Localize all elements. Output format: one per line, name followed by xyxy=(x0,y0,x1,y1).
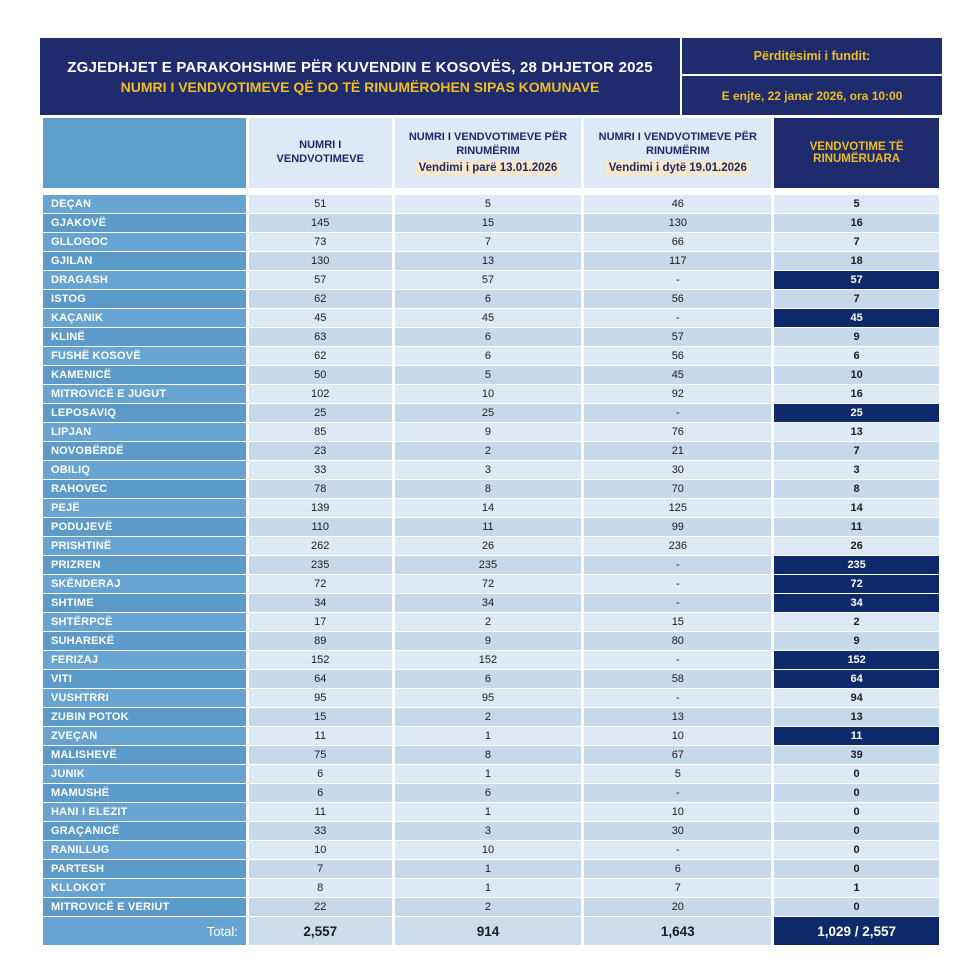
first-decision-cell: 1 xyxy=(395,727,582,745)
total-stations-cell: 50 xyxy=(249,366,392,384)
recounted-cell: 13 xyxy=(774,423,939,441)
first-decision-cell: 7 xyxy=(395,233,582,251)
total-stations-cell: 45 xyxy=(249,309,392,327)
recounted-cell: 25 xyxy=(774,404,939,422)
municipality-label: GJILAN xyxy=(43,252,246,270)
municipality-label: FUSHË KOSOVË xyxy=(43,347,246,365)
total-stations-cell: 145 xyxy=(249,214,392,232)
table-row xyxy=(43,290,939,308)
municipality-label: DRAGASH xyxy=(43,271,246,289)
first-decision-column-header xyxy=(395,118,582,188)
first-decision-cell: 5 xyxy=(395,366,582,384)
first-decision-cell: 6 xyxy=(395,670,582,688)
first-decision-cell: 6 xyxy=(395,328,582,346)
municipality-label: MITROVICË E JUGUT xyxy=(43,385,246,403)
second-decision-column-header xyxy=(584,118,771,188)
municipality-label: SUHAREKË xyxy=(43,632,246,650)
recounted-cell: 1 xyxy=(774,879,939,897)
page-subtitle: NUMRI I VENDVOTIMEVE QË DO TË RINUMËROHEN SIPAS KOMUNAVE xyxy=(120,78,600,95)
municipality-label: LEPOSAVIQ xyxy=(43,404,246,422)
municipality-label: LIPJAN xyxy=(43,423,246,441)
total-stations-header-label: NUMRI I VENDVOTIMEVE xyxy=(276,139,364,165)
table-row xyxy=(43,328,939,346)
first-decision-cell: 6 xyxy=(395,347,582,365)
title-block xyxy=(40,38,680,115)
municipality-column-header xyxy=(43,118,246,188)
second-decision-cell: 30 xyxy=(584,822,771,840)
recounted-cell: 7 xyxy=(774,442,939,460)
second-decision-header-label: NUMRI I VENDVOTIMEVE PËR RINUMËRIM xyxy=(598,131,757,157)
second-decision-cell: 67 xyxy=(584,746,771,764)
second-decision-cell: - xyxy=(584,309,771,327)
first-decision-cell: 152 xyxy=(395,651,582,669)
second-decision-cell: 58 xyxy=(584,670,771,688)
second-decision-cell: 70 xyxy=(584,480,771,498)
recounted-cell: 11 xyxy=(774,518,939,536)
municipality-label: MALISHEVË xyxy=(43,746,246,764)
second-decision-cell: - xyxy=(584,689,771,707)
table-row xyxy=(43,537,939,555)
first-decision-cell: 26 xyxy=(395,537,582,555)
second-decision-cell: - xyxy=(584,575,771,593)
first-decision-cell: 3 xyxy=(395,461,582,479)
second-decision-cell: 236 xyxy=(584,537,771,555)
table-row xyxy=(43,784,939,802)
second-decision-cell: - xyxy=(584,404,771,422)
total-stations-cell: 235 xyxy=(249,556,392,574)
first-decision-cell: 1 xyxy=(395,803,582,821)
total-stations-cell: 22 xyxy=(249,898,392,916)
total-stations-cell: 8 xyxy=(249,879,392,897)
first-decision-cell: 10 xyxy=(395,841,582,859)
first-decision-cell: 1 xyxy=(395,765,582,783)
total-stations-cell: 85 xyxy=(249,423,392,441)
municipality-label: ZUBIN POTOK xyxy=(43,708,246,726)
total-stations-cell: 78 xyxy=(249,480,392,498)
recounted-cell: 45 xyxy=(774,309,939,327)
table-row xyxy=(43,233,939,251)
municipality-label: MITROVICË E VERIUT xyxy=(43,898,246,916)
total-stations-cell: 23 xyxy=(249,442,392,460)
second-decision-cell: 20 xyxy=(584,898,771,916)
recounted-cell: 94 xyxy=(774,689,939,707)
recounted-cell: 8 xyxy=(774,480,939,498)
municipality-label: KAÇANIK xyxy=(43,309,246,327)
municipality-label: DEÇAN xyxy=(43,195,246,213)
total-stations-cell: 33 xyxy=(249,822,392,840)
total-stations-cell: 262 xyxy=(249,537,392,555)
first-decision-cell: 11 xyxy=(395,518,582,536)
table-row xyxy=(43,651,939,669)
second-decision-cell: 92 xyxy=(584,385,771,403)
total-stations-cell: 102 xyxy=(249,385,392,403)
table-header xyxy=(43,118,939,194)
second-decision-cell: 5 xyxy=(584,765,771,783)
recount-table xyxy=(40,117,942,946)
first-decision-cell: 95 xyxy=(395,689,582,707)
first-decision-cell: 34 xyxy=(395,594,582,612)
second-decision-cell: 56 xyxy=(584,347,771,365)
municipality-rows xyxy=(43,195,939,916)
second-decision-cell: 13 xyxy=(584,708,771,726)
municipality-label: FERIZAJ xyxy=(43,651,246,669)
recounted-cell: 13 xyxy=(774,708,939,726)
table-row xyxy=(43,860,939,878)
municipality-label: VUSHTRRI xyxy=(43,689,246,707)
total-stations-cell: 15 xyxy=(249,708,392,726)
first-decision-cell: 8 xyxy=(395,480,582,498)
recounted-cell: 0 xyxy=(774,841,939,859)
total-stations-cell: 11 xyxy=(249,803,392,821)
total-stations-cell: 95 xyxy=(249,689,392,707)
second-decision-cell: 117 xyxy=(584,252,771,270)
first-decision-cell: 45 xyxy=(395,309,582,327)
recounted-cell: 7 xyxy=(774,233,939,251)
first-decision-cell: 3 xyxy=(395,822,582,840)
municipality-label: HANI I ELEZIT xyxy=(43,803,246,821)
municipality-label: VITI xyxy=(43,670,246,688)
recounted-cell: 0 xyxy=(774,803,939,821)
total-stations-cell: 6 xyxy=(249,784,392,802)
first-decision-cell: 1 xyxy=(395,879,582,897)
second-decision-cell: 57 xyxy=(584,328,771,346)
total-stations-cell: 62 xyxy=(249,290,392,308)
municipality-label: PRISHTINË xyxy=(43,537,246,555)
table-row xyxy=(43,689,939,707)
first-decision-cell: 13 xyxy=(395,252,582,270)
table-row xyxy=(43,765,939,783)
second-decision-cell: - xyxy=(584,841,771,859)
first-decision-cell: 8 xyxy=(395,746,582,764)
recounted-cell: 6 xyxy=(774,347,939,365)
municipality-label: KLLOKOT xyxy=(43,879,246,897)
recounted-cell: 10 xyxy=(774,366,939,384)
recounted-cell: 72 xyxy=(774,575,939,593)
second-decision-cell: 130 xyxy=(584,214,771,232)
total-stations-cell: 33 xyxy=(249,461,392,479)
second-decision-cell: - xyxy=(584,271,771,289)
total-stations-cell: 73 xyxy=(249,233,392,251)
second-decision-cell: - xyxy=(584,594,771,612)
recounted-cell: 57 xyxy=(774,271,939,289)
total-stations-cell: 110 xyxy=(249,518,392,536)
table-row xyxy=(43,347,939,365)
municipality-label: GJAKOVË xyxy=(43,214,246,232)
header-banner xyxy=(40,38,942,115)
first-decision-sum: 914 xyxy=(395,917,582,945)
recounted-cell: 34 xyxy=(774,594,939,612)
total-stations-cell: 25 xyxy=(249,404,392,422)
municipality-label: ZVEÇAN xyxy=(43,727,246,745)
second-decision-cell: 56 xyxy=(584,290,771,308)
total-row xyxy=(43,917,939,945)
recounted-cell: 64 xyxy=(774,670,939,688)
table-row xyxy=(43,366,939,384)
table-row xyxy=(43,575,939,593)
second-decision-cell: 125 xyxy=(584,499,771,517)
first-decision-cell: 5 xyxy=(395,195,582,213)
table-row xyxy=(43,746,939,764)
first-decision-cell: 2 xyxy=(395,613,582,631)
total-stations-cell: 139 xyxy=(249,499,392,517)
municipality-label: PODUJEVË xyxy=(43,518,246,536)
recounted-cell: 3 xyxy=(774,461,939,479)
municipality-label: OBILIQ xyxy=(43,461,246,479)
last-update-label: Përditësimi i fundit: xyxy=(682,38,942,74)
table-row xyxy=(43,461,939,479)
total-stations-cell: 34 xyxy=(249,594,392,612)
first-decision-cell: 25 xyxy=(395,404,582,422)
first-decision-cell: 6 xyxy=(395,290,582,308)
municipality-label: RAHOVEC xyxy=(43,480,246,498)
recounted-cell: 16 xyxy=(774,385,939,403)
total-stations-cell: 6 xyxy=(249,765,392,783)
second-decision-cell: 46 xyxy=(584,195,771,213)
total-stations-cell: 64 xyxy=(249,670,392,688)
second-decision-header-date: Vendimi i dytë 19.01.2026 xyxy=(606,161,750,175)
second-decision-cell: 80 xyxy=(584,632,771,650)
recounted-cell: 9 xyxy=(774,632,939,650)
column-header-row xyxy=(43,118,939,188)
total-stations-cell: 51 xyxy=(249,195,392,213)
first-decision-cell: 9 xyxy=(395,423,582,441)
table-row xyxy=(43,480,939,498)
recounted-cell: 152 xyxy=(774,651,939,669)
total-stations-cell: 72 xyxy=(249,575,392,593)
municipality-label: SKËNDERAJ xyxy=(43,575,246,593)
table-row xyxy=(43,822,939,840)
recounted-cell: 0 xyxy=(774,784,939,802)
municipality-label: NOVOBËRDË xyxy=(43,442,246,460)
second-decision-cell: - xyxy=(584,556,771,574)
table-row xyxy=(43,841,939,859)
recounted-cell: 0 xyxy=(774,860,939,878)
first-decision-cell: 15 xyxy=(395,214,582,232)
second-decision-cell: 21 xyxy=(584,442,771,460)
table-row xyxy=(43,309,939,327)
total-stations-cell: 10 xyxy=(249,841,392,859)
total-stations-sum: 2,557 xyxy=(249,917,392,945)
municipality-label: KLINË xyxy=(43,328,246,346)
table-row xyxy=(43,252,939,270)
second-decision-cell: - xyxy=(584,784,771,802)
table-row xyxy=(43,423,939,441)
municipality-label: GRAÇANICË xyxy=(43,822,246,840)
municipality-label: KAMENICË xyxy=(43,366,246,384)
total-stations-cell: 11 xyxy=(249,727,392,745)
second-decision-cell: 76 xyxy=(584,423,771,441)
table-row xyxy=(43,556,939,574)
total-stations-cell: 62 xyxy=(249,347,392,365)
municipality-label: PEJË xyxy=(43,499,246,517)
table-row xyxy=(43,442,939,460)
total-stations-cell: 7 xyxy=(249,860,392,878)
table-row xyxy=(43,879,939,897)
first-decision-cell: 72 xyxy=(395,575,582,593)
recounted-column-header: VENDVOTIME TË RINUMËRUARA xyxy=(774,118,939,188)
municipality-label: ISTOG xyxy=(43,290,246,308)
table-row xyxy=(43,613,939,631)
second-decision-cell: 45 xyxy=(584,366,771,384)
total-stations-cell: 152 xyxy=(249,651,392,669)
recounted-cell: 18 xyxy=(774,252,939,270)
first-decision-cell: 57 xyxy=(395,271,582,289)
table-footer xyxy=(43,917,939,945)
table-row xyxy=(43,518,939,536)
first-decision-cell: 235 xyxy=(395,556,582,574)
total-stations-cell: 17 xyxy=(249,613,392,631)
table-row xyxy=(43,632,939,650)
recounted-cell: 235 xyxy=(774,556,939,574)
first-decision-cell: 2 xyxy=(395,708,582,726)
municipality-label: MAMUSHË xyxy=(43,784,246,802)
second-decision-sum: 1,643 xyxy=(584,917,771,945)
municipality-label: GLLOGOC xyxy=(43,233,246,251)
table-row xyxy=(43,404,939,422)
table-row xyxy=(43,594,939,612)
total-stations-cell: 63 xyxy=(249,328,392,346)
recounted-cell: 0 xyxy=(774,765,939,783)
total-row-label: Total: xyxy=(43,917,246,945)
municipality-label: SHTËRPCË xyxy=(43,613,246,631)
second-decision-cell: 10 xyxy=(584,803,771,821)
recounted-cell: 16 xyxy=(774,214,939,232)
first-decision-header-label: NUMRI I VENDVOTIMEVE PËR RINUMËRIM xyxy=(408,131,568,157)
municipality-label: PARTESH xyxy=(43,860,246,878)
recounted-cell: 7 xyxy=(774,290,939,308)
first-decision-cell: 14 xyxy=(395,499,582,517)
first-decision-cell: 6 xyxy=(395,784,582,802)
recounted-sum: 1,029 / 2,557 xyxy=(774,917,939,945)
recounted-cell: 39 xyxy=(774,746,939,764)
table-row xyxy=(43,499,939,517)
first-decision-cell: 2 xyxy=(395,442,582,460)
second-decision-cell: 99 xyxy=(584,518,771,536)
total-stations-cell: 89 xyxy=(249,632,392,650)
municipality-label: RANILLUG xyxy=(43,841,246,859)
first-decision-cell: 2 xyxy=(395,898,582,916)
total-stations-cell: 75 xyxy=(249,746,392,764)
recount-infographic xyxy=(40,38,942,946)
recounted-cell: 2 xyxy=(774,613,939,631)
table-row xyxy=(43,670,939,688)
second-decision-cell: - xyxy=(584,651,771,669)
recounted-cell: 14 xyxy=(774,499,939,517)
second-decision-cell: 10 xyxy=(584,727,771,745)
municipality-label: SHTIME xyxy=(43,594,246,612)
recounted-cell: 0 xyxy=(774,822,939,840)
table-row xyxy=(43,385,939,403)
total-stations-cell: 57 xyxy=(249,271,392,289)
municipality-label: JUNIK xyxy=(43,765,246,783)
last-update-value: E enjte, 22 janar 2026, ora 10:00 xyxy=(682,76,942,115)
second-decision-cell: 15 xyxy=(584,613,771,631)
first-decision-cell: 10 xyxy=(395,385,582,403)
page-title: ZGJEDHJET E PARAKOHSHME PËR KUVENDIN E KOSOVËS, 28 DHJETOR 2025 xyxy=(67,58,653,76)
second-decision-cell: 7 xyxy=(584,879,771,897)
recounted-cell: 26 xyxy=(774,537,939,555)
recounted-cell: 9 xyxy=(774,328,939,346)
first-decision-header-date: Vendimi i parë 13.01.2026 xyxy=(416,161,561,175)
table-row xyxy=(43,898,939,916)
table-row xyxy=(43,803,939,821)
recounted-cell: 5 xyxy=(774,195,939,213)
table-row xyxy=(43,271,939,289)
recounted-cell: 11 xyxy=(774,727,939,745)
first-decision-cell: 1 xyxy=(395,860,582,878)
second-decision-cell: 6 xyxy=(584,860,771,878)
total-stations-column-header xyxy=(249,118,392,188)
second-decision-cell: 66 xyxy=(584,233,771,251)
total-stations-cell: 130 xyxy=(249,252,392,270)
last-update-block xyxy=(682,38,942,115)
second-decision-cell: 30 xyxy=(584,461,771,479)
table-row xyxy=(43,214,939,232)
first-decision-cell: 9 xyxy=(395,632,582,650)
table-row xyxy=(43,708,939,726)
header-body-gap xyxy=(43,189,939,194)
recounted-cell: 0 xyxy=(774,898,939,916)
table-row xyxy=(43,195,939,213)
municipality-label: PRIZREN xyxy=(43,556,246,574)
table-row xyxy=(43,727,939,745)
